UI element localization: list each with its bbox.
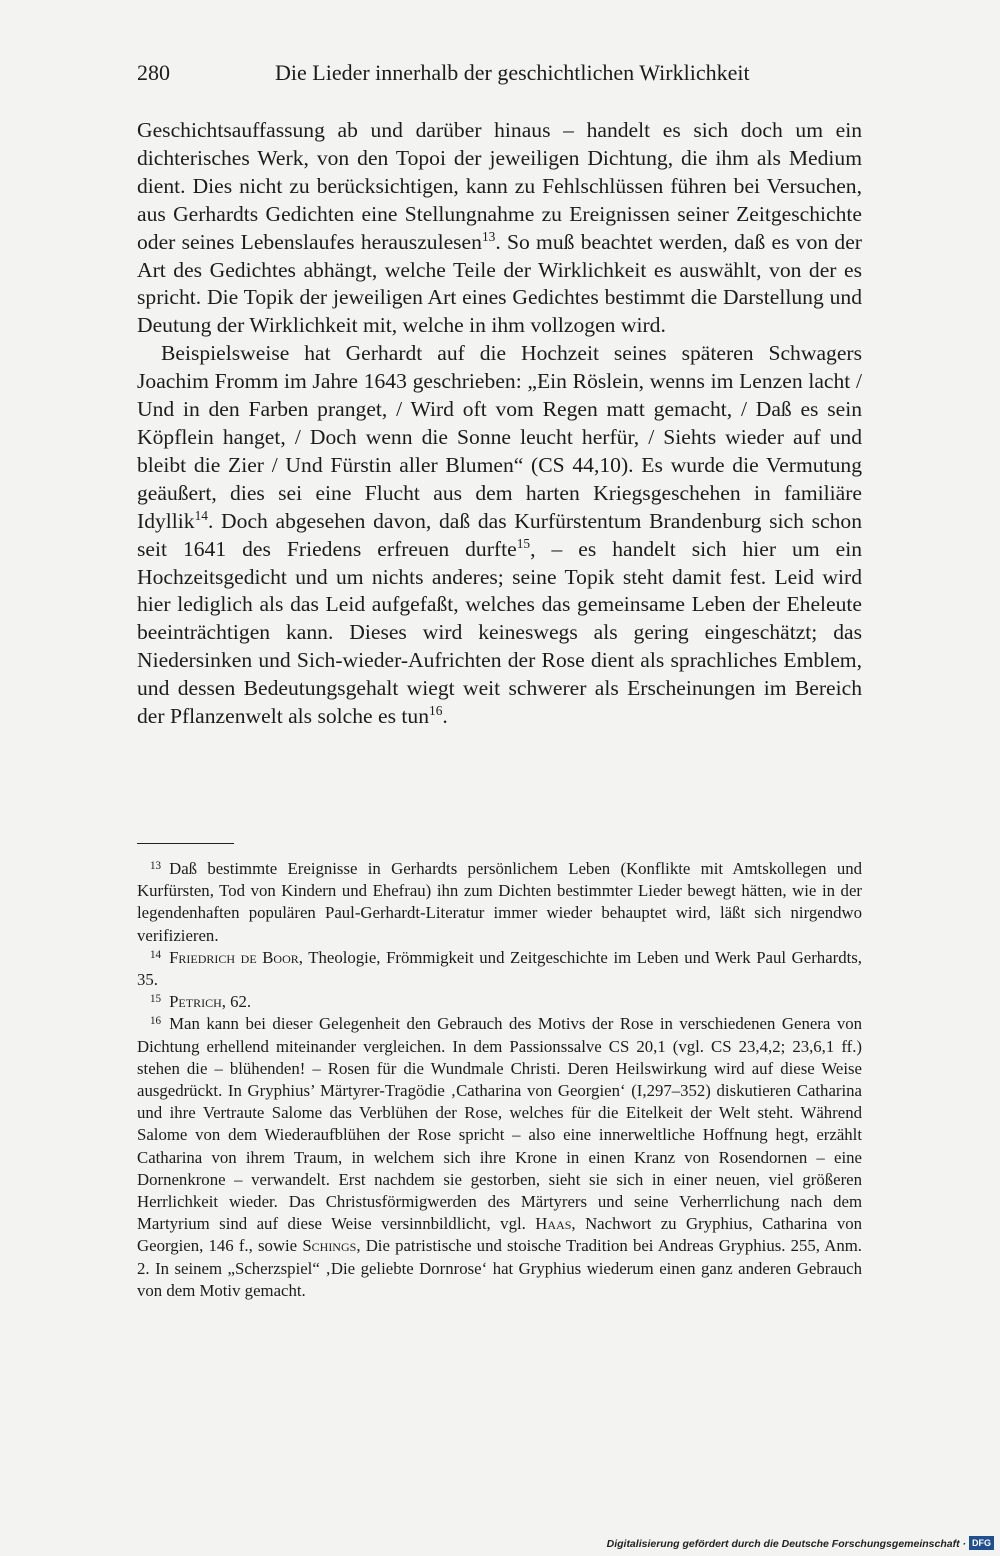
paragraph-1-text-b: . So muß beachtet werden, daß es von der Art des Gedichtes abhängt, welche Teile der Wirklichkeit es auswählt, von der es spricht. Die Topik der jeweiligen Art eines Gedichtes bestimmt die Darstellung und Deutung der Wirklichkeit mit, welche in ihm vollzogen wird. (137, 229, 863, 338)
paragraph-1 (137, 117, 862, 340)
footnote-15 (137, 991, 862, 1013)
footnote-16-author-schings: Schings (302, 1236, 357, 1256)
footnote-14-author: Friedrich de Boor (169, 947, 299, 967)
footnote-13 (137, 858, 862, 947)
paragraph-2-text-d: . (442, 704, 448, 729)
footnote-14-mark: 14 (150, 948, 162, 961)
running-title: Die Lieder innerhalb der geschichtlichen Wirklichkeit (275, 60, 750, 85)
footnote-16-author-haas: Haas (535, 1214, 572, 1234)
footnote-15-mark: 15 (150, 993, 162, 1006)
footnote-16 (137, 1013, 862, 1302)
digitization-credit: Digitalisierung gefördert durch die Deutsche Forschungsgemeinschaft · (606, 1538, 966, 1550)
footnote-ref-16: 16 (429, 703, 443, 718)
footnote-16-text-c: , Die patristische und stoische Tradition bei Andreas Gryphius. 255, Anm. 2. In seinem „Scherzspiel“ ‚Die geliebte Dornrose‘ hat Gryphius wiederum einen ganz anderen Gebrauch von dem Motiv gemacht. (137, 1236, 862, 1300)
paragraph-1-text-a: Geschichtsauffassung ab und darüber hinaus – handelt es sich doch um ein dichterisches Werk, von den Topoi der jeweiligen Dichtung, die ihm als Medium dient. Dies nicht zu berücksichtigen, kann zu Fehlschlüssen führen bei Versuchen, aus Gerhardts Gedichten eine Stellungnahme zu Ereignissen seiner Zeitgeschichte oder seines Lebenslaufes herauszulesen (137, 118, 862, 254)
footnote-divider (137, 843, 234, 844)
footnote-16-text-b: , Nachwort zu Gryphius, Catharina von Georgien, 146 f., sowie (137, 1214, 862, 1256)
footnote-14-text: , Theologie, Frömmigkeit und Zeitgeschichte im Leben und Werk Paul Gerhardts, 35. (137, 947, 863, 990)
footnote-14 (137, 947, 862, 991)
paragraph-2 (137, 340, 862, 731)
footnote-15-text: , 62. (221, 992, 252, 1012)
footnotes (137, 858, 862, 1302)
footnote-13-text: Daß bestimmte Ereignisse in Gerhardts persönlichem Leben (Konflikte mit Amtskollegen und Kurfürsten, Tod von Kindern und Ehefrau) ihn zum Dichten bestimmter Lieder bewegt hätten, wie in der legendenhaften populären Paul-Gerhardt-Literatur immer wieder behauptet wird, läßt sich nirgendwo verifizieren. (137, 859, 862, 945)
footnote-16-mark: 16 (150, 1015, 162, 1028)
page-number: 280 (137, 60, 170, 85)
dfg-logo-icon: DFG (969, 1536, 994, 1550)
main-text (137, 117, 862, 731)
footnote-15-author: Petrich (169, 992, 222, 1012)
footnote-13-mark: 13 (150, 860, 162, 873)
footnote-16-text-a: Man kann bei dieser Gelegenheit den Gebrauch des Motivs der Rose in verschiedenen Genera von Dichtung erhellend miteinander vergleichen. In dem Passionssalve CS 20,1 (vgl. CS 23,4,2; 23,6,1 ff.) stehen die – blühenden! – Rosen für die Wundmale Christi. Deren Heilswirkung wird auf diese Weise ausgedrückt. In Gryphius’ Märtyrer-Tragödie ‚Catharina von Georgien‘ (I,297–352) diskutieren Catharina und ihre Vertraute Salome das Verblühen der Rose, welches für die Eitelkeit der Welt steht. Während Salome von dem Wiederaufblühen der Rose spricht – also eine innerweltliche Hoffnung hegt, erzählt Catharina von ihrem Traum, in welchem sich ihre Krone in einen Kranz von Rosendornen – eine Dornenkrone – verwandelt. Erst nachdem sie gestorben, sieht sie sich in einer neuen, viel größeren Herrlichkeit wieder. Das Christusförmigwerden des Märtyrers und seine Verherrlichung nach dem Martyrium sind auf diese Weise versinnbildlicht, vgl. (137, 1014, 862, 1234)
paragraph-2-text-a: Beispielsweise hat Gerhardt auf die Hochzeit seines späteren Schwagers Joachim Fromm im Jahre 1643 geschrieben: „Ein Röslein, wenns im Lenzen lacht / Und in den Farben pranget, / Wird oft vom Regen matt gemacht, / Daß es sein Köpflein hanget, / Doch wenn die Sonne leucht herfür, / Siehts wieder auf und bleibt die Zier / Und Fürstin aller Blumen“ (CS 44,10). Es wurde die Vermutung geäußert, dies sei eine Flucht aus dem harten Kriegsgeschehen in familiäre Idyllik (137, 341, 862, 533)
paragraph-2-text-c: , – es handelt sich hier um ein Hochzeitsgedicht und um nichts anderes; seine Topik steht damit fest. Leid wird hier lediglich als das Leid aufgefaßt, welches das gemeinsame Leben der Eheleute beeinträchtigen kann. Dieses wird keineswegs als gering eingeschätzt; das Niedersinken und Sich-wieder-Aufrichten der Rose dient als sprachliches Emblem, und dessen Bedeutungsgehalt wiegt weit schwerer als Erscheinungen im Bereich der Pflanzenwelt als solche es tun (137, 536, 862, 729)
footnote-ref-15: 15 (516, 535, 531, 551)
footnote-ref-13: 13 (481, 228, 496, 244)
paragraph-2-text-b: . Doch abgesehen davon, daß das Kurfürstentum Brandenburg sich schon seit 1641 des Friedens erfreuen durfte (137, 508, 862, 561)
footnote-ref-14: 14 (194, 507, 208, 523)
